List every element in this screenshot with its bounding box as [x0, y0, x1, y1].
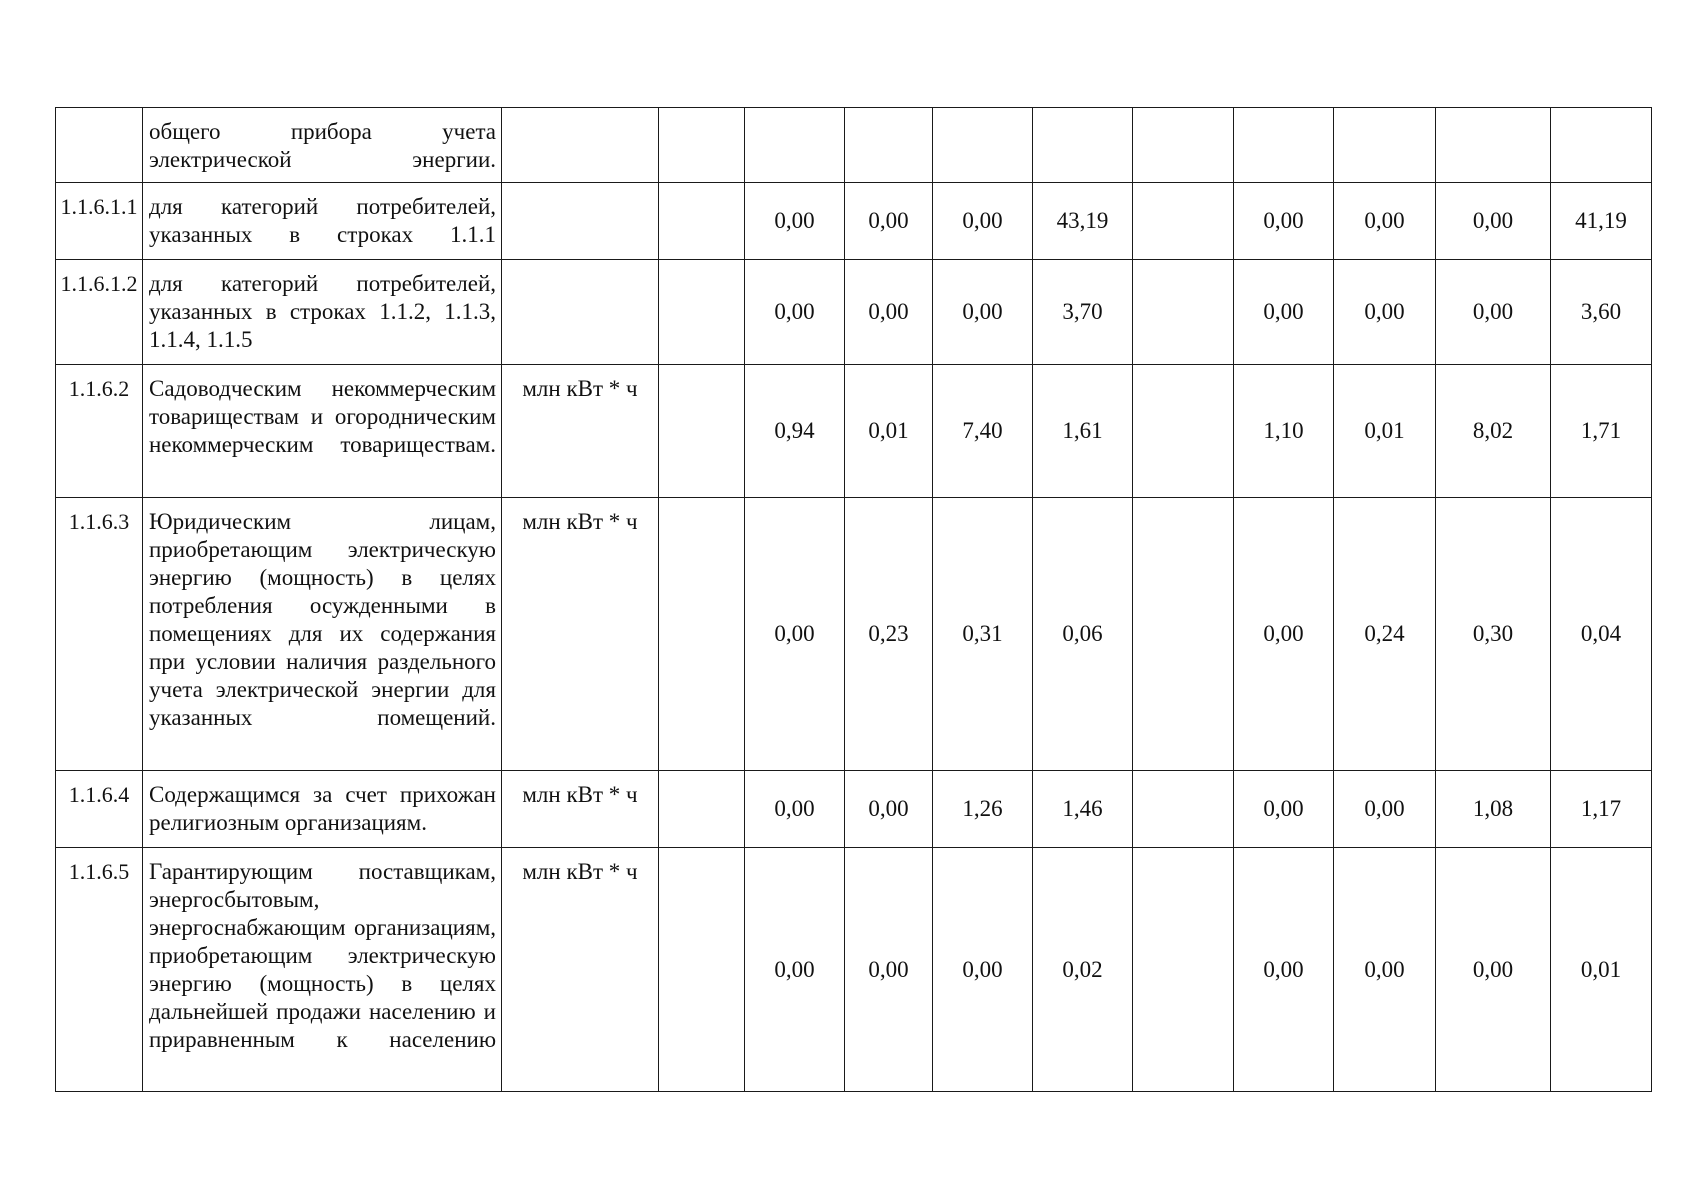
- value-cell: 0,01: [845, 365, 933, 498]
- value-cell: 0,00: [1334, 260, 1436, 365]
- value-cell: 0,00: [1436, 848, 1551, 1092]
- value-cell: 1,71: [1551, 365, 1652, 498]
- value-cell: [933, 108, 1033, 183]
- value-cell: 0,24: [1334, 498, 1436, 771]
- value-cell: [1133, 260, 1234, 365]
- value-cell: 0,00: [1234, 771, 1334, 848]
- row-description: Садоводческим некоммерческим товариществам и огородническим некоммерческим товариществам.: [143, 365, 502, 498]
- row-code: 1.1.6.3: [56, 498, 143, 771]
- value-cell: 0,00: [933, 848, 1033, 1092]
- row-unit: млн кВт * ч: [502, 365, 659, 498]
- value-cell: 43,19: [1033, 183, 1133, 260]
- value-cell: 0,31: [933, 498, 1033, 771]
- value-cell: 0,00: [1234, 848, 1334, 1092]
- row-code: 1.1.6.4: [56, 771, 143, 848]
- value-cell: 0,00: [1436, 183, 1551, 260]
- row-description: Гарантирующим поставщикам, энергосбытовым, энергоснабжающим организациям, приобретающим электрическую энергию (мощность) в целях дальнейшей продажи населению и приравненным к населению: [143, 848, 502, 1092]
- value-cell: [659, 108, 745, 183]
- row-description: Юридическим лицам, приобретающим электрическую энергию (мощность) в целях потребления осужденными в помещениях для их содержания при условии наличия раздельного учета электрической энергии для указанных помещений.: [143, 498, 502, 771]
- value-cell: 1,17: [1551, 771, 1652, 848]
- value-cell: 0,00: [845, 260, 933, 365]
- row-description: для категорий потребителей, указанных в строках 1.1.2, 1.1.3, 1.1.4, 1.1.5: [143, 260, 502, 365]
- value-cell: 7,40: [933, 365, 1033, 498]
- value-cell: [1133, 365, 1234, 498]
- value-cell: 0,23: [845, 498, 933, 771]
- value-cell: 0,01: [1334, 365, 1436, 498]
- row-description: общего прибора учета электрической энергии.: [143, 108, 502, 183]
- value-cell: 1,46: [1033, 771, 1133, 848]
- table-row: [56, 108, 1652, 183]
- value-cell: 0,00: [1436, 260, 1551, 365]
- value-cell: [1033, 108, 1133, 183]
- value-cell: [745, 108, 845, 183]
- value-cell: [659, 365, 745, 498]
- value-cell: 0,94: [745, 365, 845, 498]
- value-cell: [659, 848, 745, 1092]
- table-body: [56, 108, 1652, 1092]
- row-unit: [502, 108, 659, 183]
- value-cell: 1,08: [1436, 771, 1551, 848]
- value-cell: 0,06: [1033, 498, 1133, 771]
- value-cell: [659, 498, 745, 771]
- row-unit: млн кВт * ч: [502, 848, 659, 1092]
- row-code: 1.1.6.2: [56, 365, 143, 498]
- row-code: 1.1.6.1.1: [56, 183, 143, 260]
- row-code: 1.1.6.5: [56, 848, 143, 1092]
- value-cell: 41,19: [1551, 183, 1652, 260]
- row-unit: млн кВт * ч: [502, 771, 659, 848]
- value-cell: 0,02: [1033, 848, 1133, 1092]
- row-unit: млн кВт * ч: [502, 498, 659, 771]
- value-cell: [659, 260, 745, 365]
- table-row: [56, 771, 1652, 848]
- value-cell: 0,00: [845, 771, 933, 848]
- value-cell: 0,00: [845, 848, 933, 1092]
- table-row: [56, 848, 1652, 1092]
- value-cell: 0,04: [1551, 498, 1652, 771]
- value-cell: 1,10: [1234, 365, 1334, 498]
- value-cell: [659, 771, 745, 848]
- row-description: для категорий потребителей, указанных в строках 1.1.1: [143, 183, 502, 260]
- value-cell: 0,00: [1334, 848, 1436, 1092]
- consumption-table: [55, 107, 1652, 1092]
- value-cell: 0,01: [1551, 848, 1652, 1092]
- value-cell: 0,00: [1334, 183, 1436, 260]
- table-row: [56, 498, 1652, 771]
- value-cell: [1436, 108, 1551, 183]
- value-cell: 0,00: [933, 183, 1033, 260]
- value-cell: [1133, 183, 1234, 260]
- value-cell: 0,00: [1234, 498, 1334, 771]
- value-cell: [1234, 108, 1334, 183]
- table-row: [56, 183, 1652, 260]
- value-cell: [1133, 848, 1234, 1092]
- value-cell: 8,02: [1436, 365, 1551, 498]
- value-cell: 0,00: [1234, 260, 1334, 365]
- row-code: 1.1.6.1.2: [56, 260, 143, 365]
- value-cell: 0,00: [745, 498, 845, 771]
- table-row: [56, 365, 1652, 498]
- value-cell: 1,61: [1033, 365, 1133, 498]
- value-cell: 0,00: [1234, 183, 1334, 260]
- value-cell: 0,00: [1334, 771, 1436, 848]
- value-cell: [1334, 108, 1436, 183]
- value-cell: [1133, 771, 1234, 848]
- value-cell: [659, 183, 745, 260]
- value-cell: 0,00: [845, 183, 933, 260]
- value-cell: 0,00: [745, 848, 845, 1092]
- value-cell: 0,00: [745, 260, 845, 365]
- value-cell: 0,00: [745, 183, 845, 260]
- value-cell: 3,70: [1033, 260, 1133, 365]
- row-description: Содержащимся за счет прихожан религиозным организациям.: [143, 771, 502, 848]
- value-cell: 0,00: [745, 771, 845, 848]
- value-cell: [1133, 498, 1234, 771]
- table-row: [56, 260, 1652, 365]
- value-cell: 0,00: [933, 260, 1033, 365]
- value-cell: [845, 108, 933, 183]
- row-unit: [502, 183, 659, 260]
- value-cell: [1133, 108, 1234, 183]
- row-code: [56, 108, 143, 183]
- value-cell: 1,26: [933, 771, 1033, 848]
- value-cell: [1551, 108, 1652, 183]
- row-unit: [502, 260, 659, 365]
- value-cell: 3,60: [1551, 260, 1652, 365]
- value-cell: 0,30: [1436, 498, 1551, 771]
